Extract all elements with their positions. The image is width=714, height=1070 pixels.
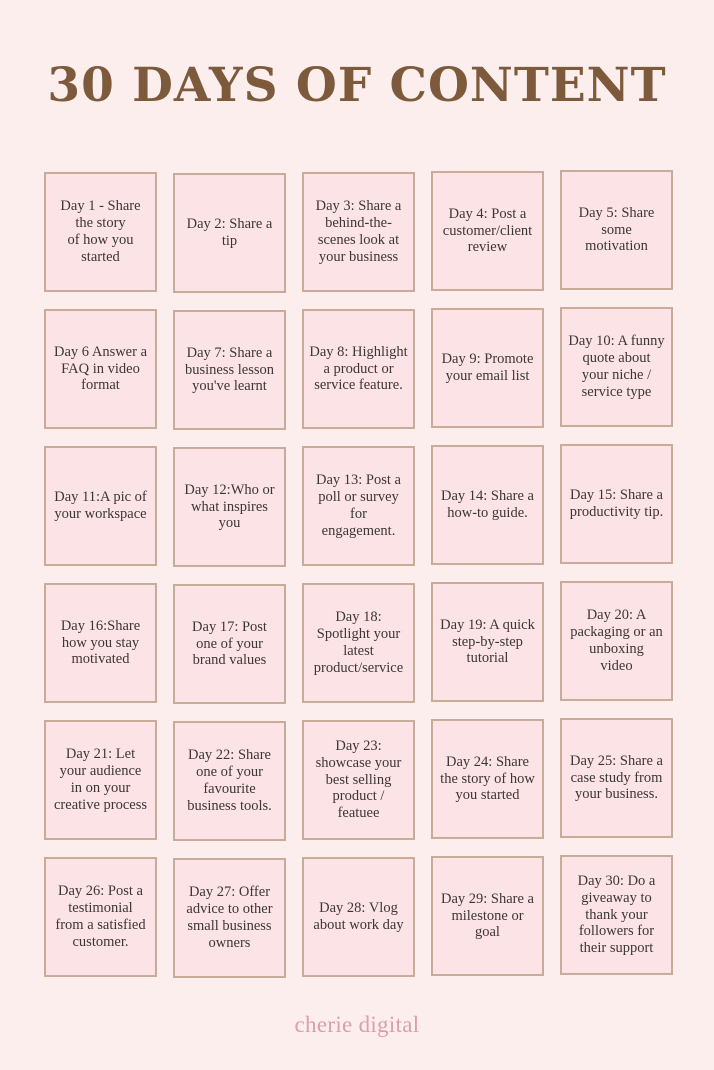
day-card-text: Day 27: Offer advice to other small business owners [186, 884, 273, 951]
day-card-19 [431, 582, 544, 702]
day-card-23 [302, 720, 415, 840]
day-card-text: Day 21: Let your audience in on your creative process [54, 746, 147, 813]
day-card-6 [44, 309, 157, 429]
day-card-text: Day 19: A quick step-by-step tutorial [440, 616, 535, 667]
day-card-28 [302, 857, 415, 977]
day-card-1 [44, 172, 157, 292]
day-card-11 [44, 446, 157, 566]
day-card-17 [173, 584, 286, 704]
day-card-text: Day 18: Spotlight your latest product/service [313, 609, 404, 676]
day-card-text: Day 30: Do a giveaway to thank your followers for their support [577, 872, 656, 957]
day-card-text: Day 28: Vlog about work day [313, 900, 404, 933]
day-card-20 [560, 581, 673, 701]
day-card-text: Day 13: Post a poll or survey for engagement. [316, 472, 401, 539]
day-card-8 [302, 309, 415, 429]
day-card-text: Day 26: Post a testimonial from a satisfied customer. [55, 883, 146, 950]
day-card-14 [431, 445, 544, 565]
day-card-text: Day 7: Share a business lesson you've learnt [184, 344, 275, 395]
page-title: 30 DAYS OF CONTENT [47, 58, 667, 113]
day-card-29 [431, 856, 544, 976]
day-card-text: Day 22: Share one of your favourite business tools. [187, 747, 272, 814]
day-card-text: Day 25: Share a case study from your business. [569, 752, 663, 803]
day-card-30 [560, 855, 673, 975]
day-card-21 [44, 720, 157, 840]
day-card-text: Day 12:Who or what inspires you [184, 481, 275, 532]
day-card-13 [302, 446, 415, 566]
day-card-text: Day 8: Highlight a product or service feature. [309, 343, 408, 394]
day-card-text: Day 2: Share a tip [186, 216, 273, 249]
day-card-27 [173, 858, 286, 978]
day-card-16 [44, 583, 157, 703]
day-card-18 [302, 583, 415, 703]
brand-name: cherie digital [294, 1012, 420, 1037]
day-card-text: Day 16:Share how you stay motivated [60, 617, 141, 668]
day-card-text: Day 17: Post one of your brand values [192, 618, 267, 669]
day-card-text: Day 10: A funny quote about your niche / service type [568, 333, 665, 400]
day-card-text: Day 4: Post a customer/client review [442, 205, 533, 256]
day-card-22 [173, 721, 286, 841]
day-card-text: Day 20: A packaging or an unboxing video [570, 607, 663, 674]
day-card-12 [173, 447, 286, 567]
day-card-9 [431, 308, 544, 428]
day-card-25 [560, 718, 673, 838]
day-card-10 [560, 307, 673, 427]
content-calendar-grid [44, 172, 676, 977]
day-card-3 [302, 172, 415, 292]
day-card-text: Day 3: Share a behind-the- scenes look at your business [315, 198, 402, 265]
day-card-text: Day 5: Share some motivation [578, 204, 655, 255]
day-card-26 [44, 857, 157, 977]
day-card-text: Day 29: Share a milestone or goal [440, 890, 534, 941]
day-card-text: Day 11:A pic of your workspace [54, 489, 147, 522]
day-card-text: Day 24: Share the story of how you started [440, 753, 535, 804]
day-card-text: Day 23: showcase your best selling product / featuee [315, 737, 402, 822]
day-card-text: Day 9: Promote your email list [441, 351, 534, 384]
day-card-24 [431, 719, 544, 839]
day-card-15 [560, 444, 673, 564]
day-card-2 [173, 173, 286, 293]
day-card-text: Day 1 - Share the story of how you started [60, 198, 141, 265]
day-card-7 [173, 310, 286, 430]
day-card-text: Day 6 Answer a FAQ in video format [53, 343, 148, 394]
day-card-text: Day 15: Share a productivity tip. [569, 487, 664, 520]
day-card-5 [560, 170, 673, 290]
day-card-4 [431, 171, 544, 291]
day-card-text: Day 14: Share a how-to guide. [440, 488, 534, 521]
